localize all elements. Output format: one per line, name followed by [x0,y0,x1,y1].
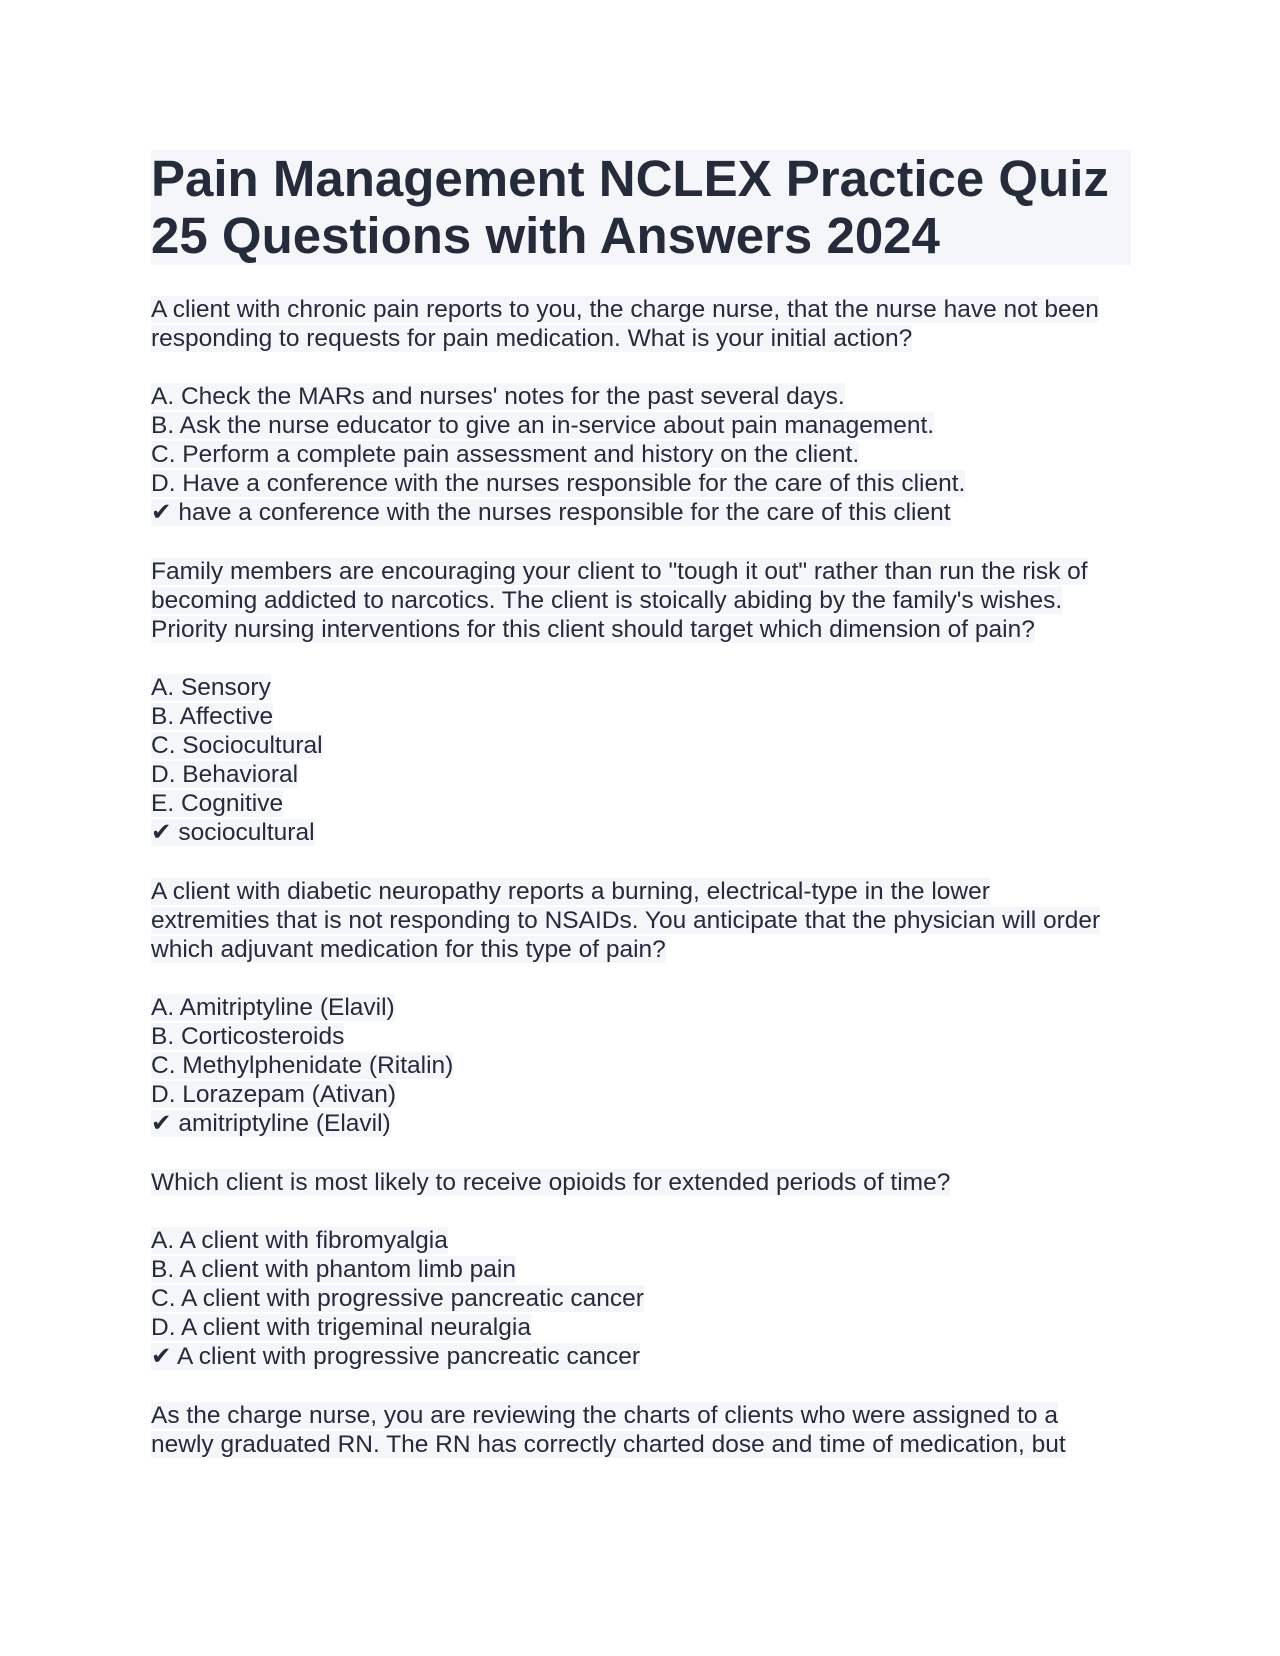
question-text: As the charge nurse, you are reviewing the charts of clients who were assigned to a [151,1402,1058,1429]
option-d: D. Behavioral [151,761,299,788]
question-text: newly graduated RN. The RN has correctly charted dose and time of medication, but [151,1431,1066,1458]
option-a: A. Sensory [151,674,271,701]
correct-answer: ✔ have a conference with the nurses responsible for the care of this client [151,499,951,526]
option-c: C. A client with progressive pancreatic cancer [151,1285,644,1312]
option-b: B. Ask the nurse educator to give an in-service about pain management. [151,412,935,439]
option-b: B. A client with phantom limb pain [151,1256,516,1283]
option-a: A. A client with fibromyalgia [151,1227,448,1254]
question-1 [151,295,1131,527]
question-5 [151,1401,1131,1459]
option-e: E. Cognitive [151,790,284,817]
option-c: C. Methylphenidate (Ritalin) [151,1052,454,1079]
option-b: B. Corticosteroids [151,1023,345,1050]
question-text: responding to requests for pain medication. What is your initial action? [151,325,913,352]
question-text: becoming addicted to narcotics. The client is stoically abiding by the family's wishes. [151,587,1063,614]
question-text: Family members are encouraging your client to "tough it out" rather than run the risk of [151,558,1088,585]
title-line: Pain Management NCLEX Practice Quiz [151,150,1109,207]
options-list [151,382,1131,527]
question-text: extremities that is not responding to NSAIDs. You anticipate that the physician will order [151,907,1101,934]
page-title [151,150,1131,265]
document-page [151,150,1131,1459]
options-list [151,993,1131,1138]
question-text: A client with diabetic neuropathy reports a burning, electrical-type in the lower [151,878,990,905]
question-2 [151,557,1131,847]
question-4 [151,1168,1131,1371]
options-list [151,1226,1131,1371]
correct-answer: ✔ sociocultural [151,819,315,846]
option-d: D. Have a conference with the nurses responsible for the care of this client. [151,470,966,497]
question-text: Priority nursing interventions for this client should target which dimension of pain? [151,616,1035,643]
option-d: D. A client with trigeminal neuralgia [151,1314,531,1341]
question-text: Which client is most likely to receive opioids for extended periods of time? [151,1169,951,1196]
question-text: which adjuvant medication for this type of pain? [151,936,666,963]
option-c: C. Perform a complete pain assessment and history on the client. [151,441,860,468]
option-d: D. Lorazepam (Ativan) [151,1081,397,1108]
option-a: A. Amitriptyline (Elavil) [151,994,395,1021]
question-text: A client with chronic pain reports to you, the charge nurse, that the nurse have not been [151,296,1099,323]
option-a: A. Check the MARs and nurses' notes for the past several days. [151,383,845,410]
question-3 [151,877,1131,1138]
title-line: 25 Questions with Answers 2024 [151,207,940,264]
correct-answer: ✔ amitriptyline (Elavil) [151,1110,391,1137]
correct-answer: ✔ A client with progressive pancreatic cancer [151,1343,640,1370]
options-list [151,673,1131,847]
option-c: C. Sociocultural [151,732,323,759]
option-b: B. Affective [151,703,274,730]
